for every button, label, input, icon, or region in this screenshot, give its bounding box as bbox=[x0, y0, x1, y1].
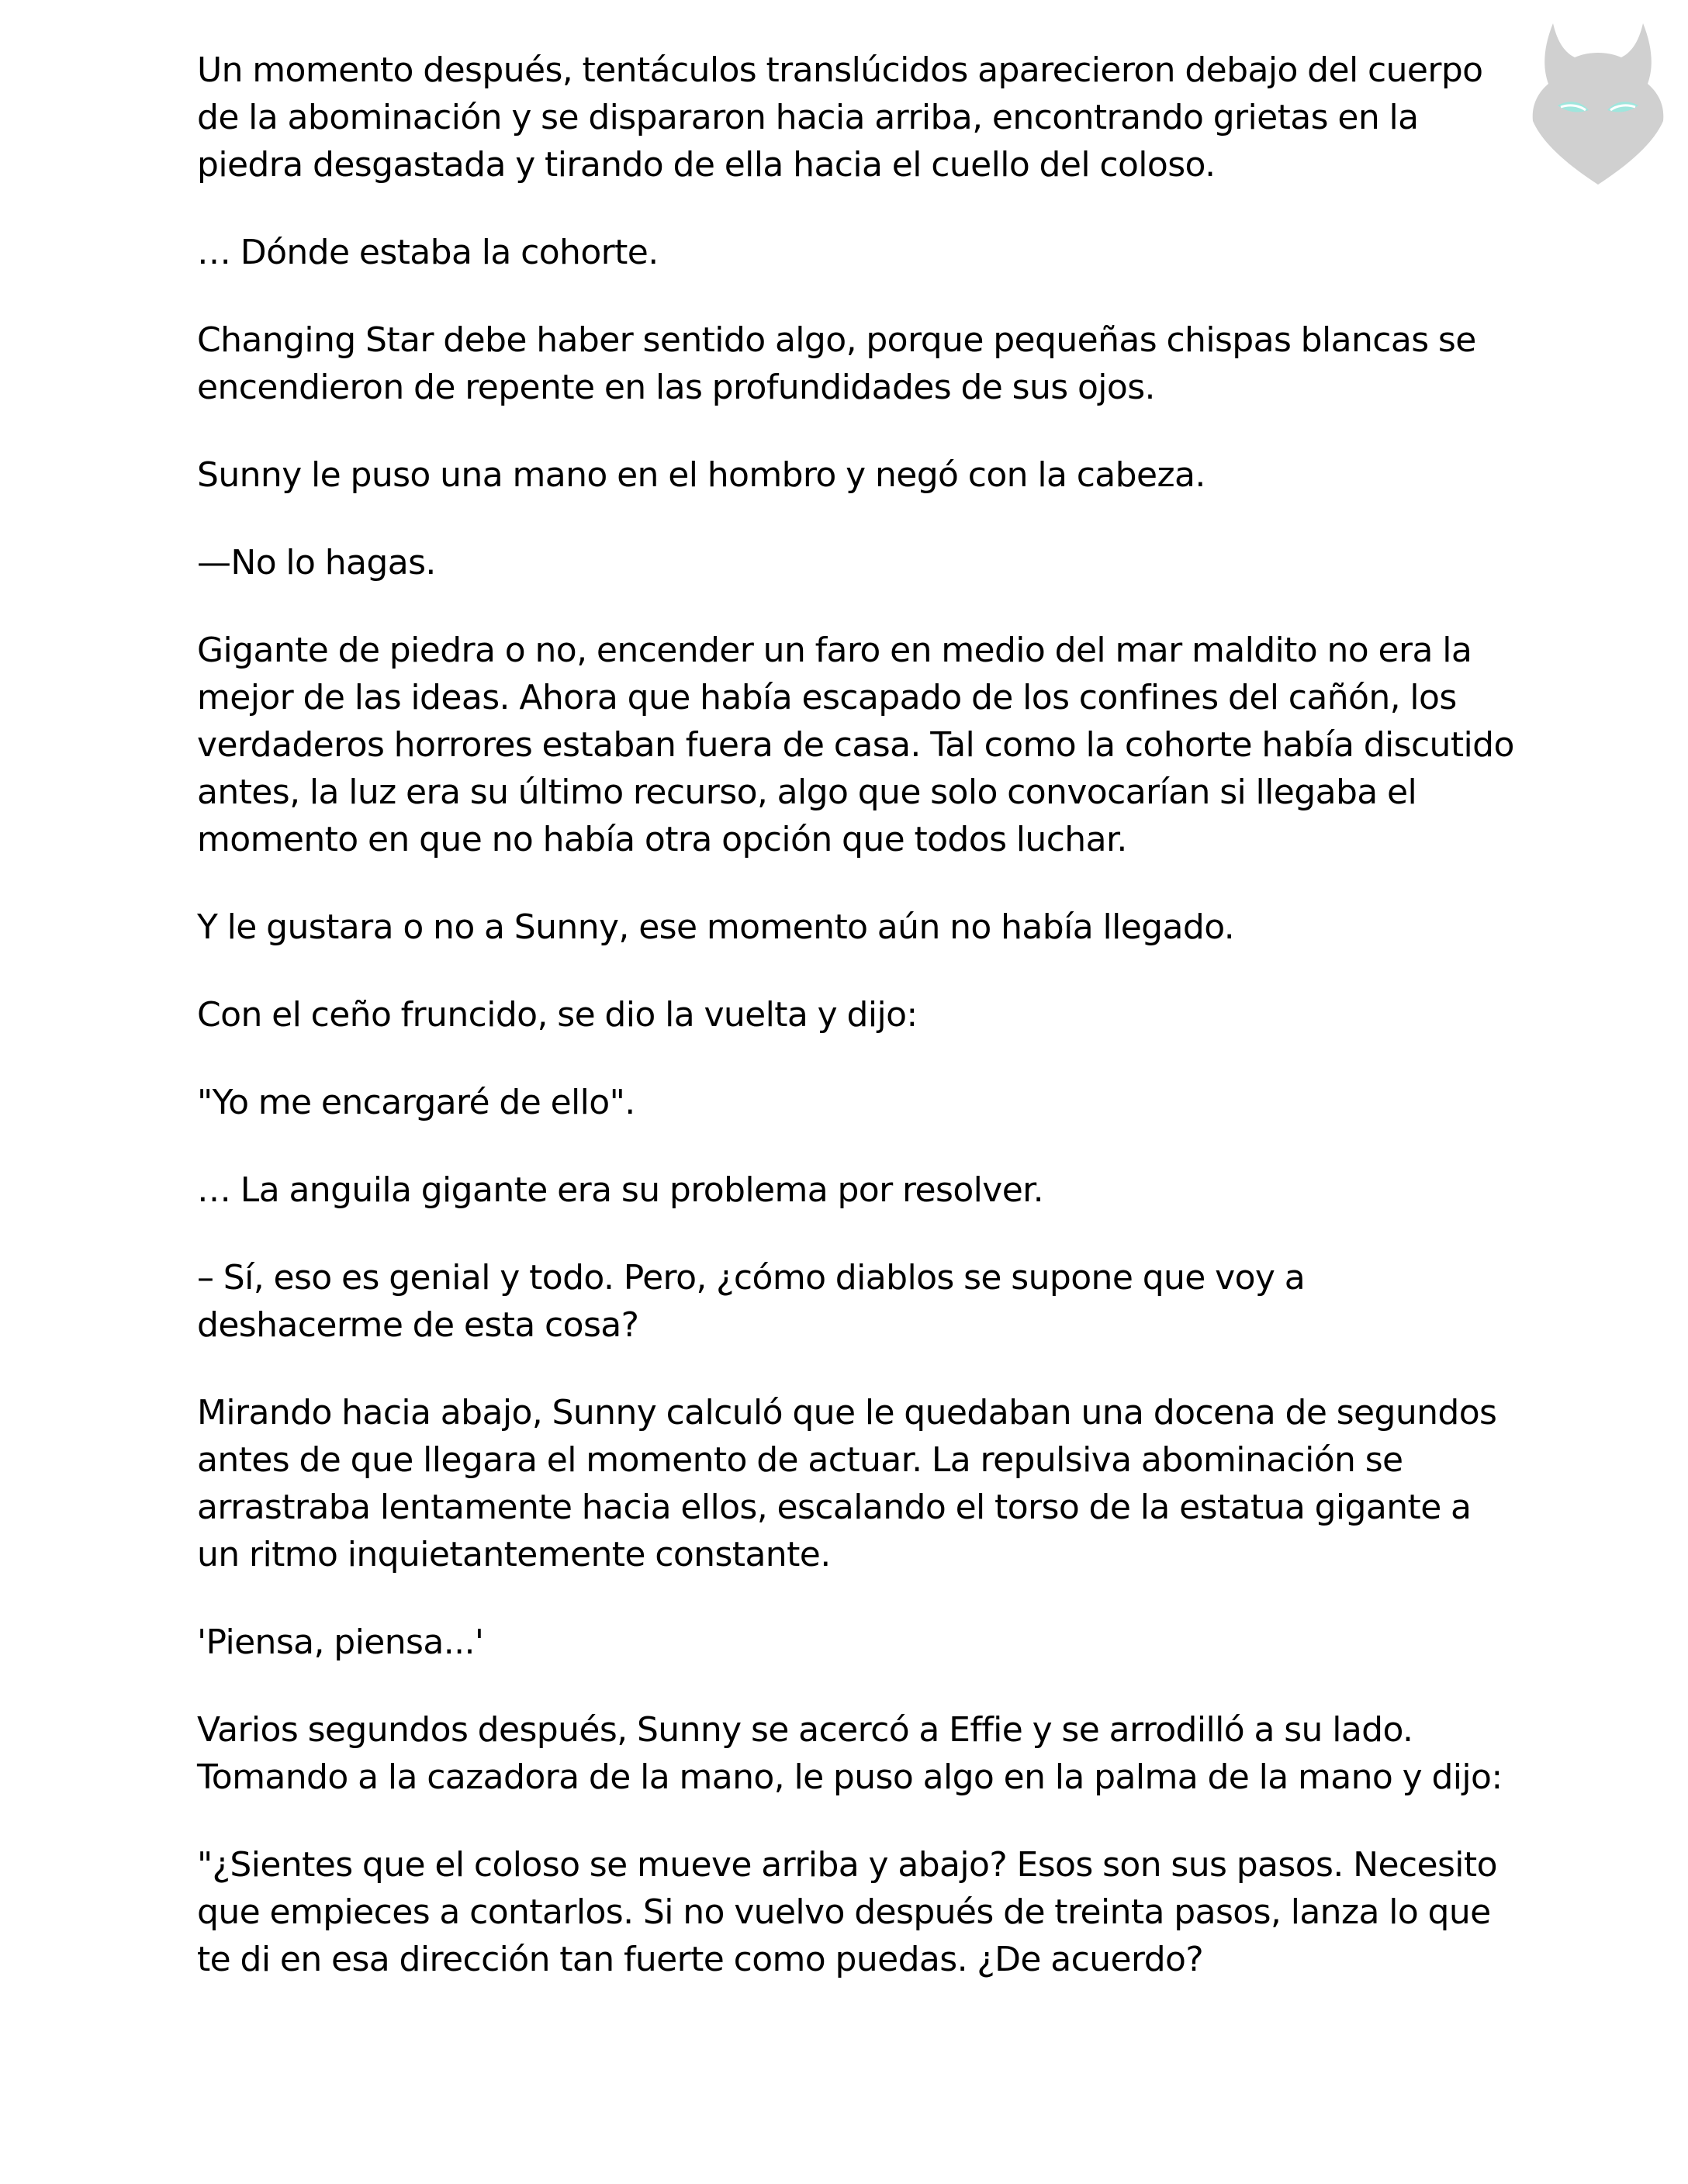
paragraph: … La anguila gigante era su problema por resolver. bbox=[197, 1170, 1044, 1210]
paragraph: Con el ceño fruncido, se dio la vuelta y dijo: bbox=[197, 995, 918, 1035]
paragraph: … Dónde estaba la cohorte. bbox=[197, 233, 659, 272]
paragraph: Un momento después, tentáculos translúcidos aparecieron debajo del cuerpo de la abominación y se dispararon hacia arriba, encontrando grietas en la piedra desgastada y tirando de ella hacia el cuello del coloso. bbox=[197, 50, 1483, 185]
paragraph: Mirando hacia abajo, Sunny calculó que le quedaban una docena de segundos antes de que llegara el momento de actuar. La repulsiva abominación se arrastraba lentamente hacia ellos, escalando el torso de la estatua gigante a un ritmo inquietantemente constante. bbox=[197, 1393, 1497, 1574]
demon-mask-logo-icon bbox=[1520, 12, 1676, 191]
paragraph: "Yo me encargaré de ello". bbox=[197, 1083, 635, 1122]
paragraph: "¿Sientes que el coloso se mueve arriba y abajo? Esos son sus pasos. Necesito que empieces a contarlos. Si no vuelvo después de treinta pasos, lanza lo que te di en esa dirección tan fuerte como puedas. ¿De acuerdo? bbox=[197, 1845, 1497, 1979]
paragraph: – Sí, eso es genial y todo. Pero, ¿cómo diablos se supone que voy a deshacerme de esta cosa? bbox=[197, 1258, 1306, 1345]
paragraph: Y le gustara o no a Sunny, ese momento aún no había llegado. bbox=[197, 907, 1235, 947]
paragraph: —No lo hagas. bbox=[197, 543, 436, 582]
paragraph: Changing Star debe haber sentido algo, porque pequeñas chispas blancas se encendieron de repente en las profundidades de sus ojos. bbox=[197, 320, 1476, 407]
paragraph: 'Piensa, piensa...' bbox=[197, 1622, 484, 1662]
paragraph: Sunny le puso una mano en el hombro y negó con la cabeza. bbox=[197, 455, 1205, 495]
paragraph: Gigante de piedra o no, encender un faro en medio del mar maldito no era la mejor de las ideas. Ahora que había escapado de los confines del cañón, los verdaderos horrores estaban fuera de casa. Tal como la cohorte había discutido antes, la luz era su último recurso, algo que solo convocarían si llegaba el momento en que no había otra opción que todos luchar. bbox=[197, 631, 1514, 859]
paragraph: Varios segundos después, Sunny se acercó a Effie y se arrodilló a su lado. Tomando a la cazadora de la mano, le puso algo en la palma de la mano y dijo: bbox=[197, 1710, 1503, 1797]
document-body bbox=[197, 47, 1516, 2023]
